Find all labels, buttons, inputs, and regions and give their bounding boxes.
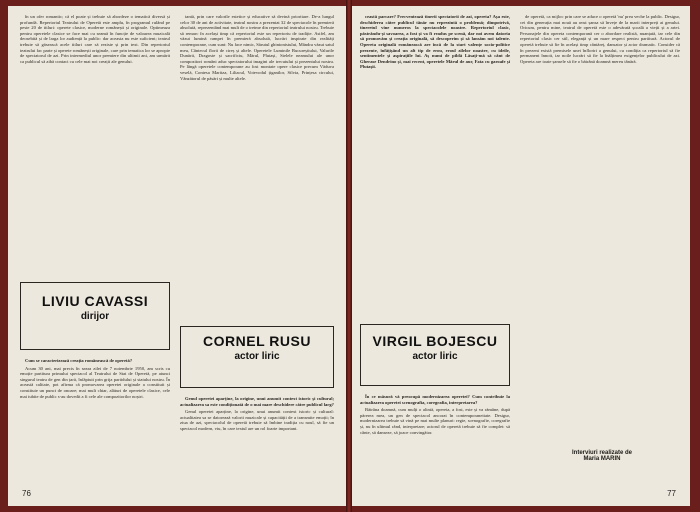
right-column-1 (360, 14, 510, 314)
left-column-1 (20, 14, 170, 264)
interview-3-body (360, 394, 510, 494)
page-number-right: 77 (667, 489, 676, 498)
interviewee-role-3: actor liric (412, 351, 458, 362)
right-column-1-text: ceastă parcare? Frecventează tinerii spectatorii de azi, opereta? Așa este, deschiderea către publicul tânăr nu reprezintă o problemă; dimpotrivă, tineretul vine numeros la spectacolele noastre. Repertoriul clasic, păstrându-și savoarea, a fost și va fi readus pe scenă, dar noi avem datoria să promovăm și creația originală, să descoperim și să lansăm noi talente. Opereta originală românească are încă de la start valențe socio-politice prezente, înfățișând un alt tip de erou, eroul zilelor noastre, cu ideile, sentimentele și aspirațiile lui. Aș numi de pildă Lăsați-mă să cânt de Gherase Dendrino și, mai recent, operetele Mărul de aur, Fata cu garoafe și Plutașii. (360, 14, 510, 70)
interviewee-box-2 (180, 326, 334, 388)
interview-1-body (20, 358, 170, 488)
left-page (8, 6, 346, 506)
interviewee-role-1: dirijor (80, 311, 110, 322)
interviewee-name-3: VIRGIL BOJESCU (372, 333, 498, 349)
interview-1-answer: Acum 30 ani, mai precis în seara zilei de 7 noiembrie 1950, am scris cu emoție partitura primului spectacol al Teatrului de Stat de Operetă, pe atunci singurul teatru de gen din țară, înfăptuit prin grija partidului și statului nostru. În această calitate, pot afirma că promovarea operetei originale a constituit și constituie un punct de onoare; mai mult chiar, alături de operetele clasice, cele mai iubite de public s-au dovedit a fi cele ale compozitorilor noștri. (20, 365, 170, 399)
interview-2-question: Genul operetei aparține, la origine, unui anumit context istoric și cultural; actualizarea sa este condiționată de o mai mare deschidere către publicul larg? (180, 396, 334, 407)
page-number-left: 76 (22, 489, 31, 498)
interview-credits (542, 450, 662, 462)
interview-2-answer: Genul operetei aparține, la origine, unui anumit context istoric și cultural: actualitatea sa se datorează valorii muzicale și capacității de a transmite emoții; în ziua de azi, spectacolul de operetă trebuie să îmbine tradiția cu noul, să fie un spectacol modern, viu, în care textul are un rol foarte important. (180, 409, 334, 431)
left-column-2-text: tantă, prin care valorile estetice și educative să devină prioritare. De-a lungul celor 30 de ani de activitate, teatrul nostru a prezentat 32 de spectacole în premieră absolută, reprezentând mai mult de o treime din repertoriul teatrului nostru. Trebuie să remarc în același timp că repertoriul este un repertoriu de tradiție. Astfel, am văzut lumină rampei în premieră absolută, lucrări inspirate din realități contemporane, cum sunt: Nu face nimic, Sărutul ghinionistului, Mândra văzut satul meu, Cântecul florii de cireș și altele. Operetele Luminile Bucureștiului, Valurile Dunării, Dragoste și sacrificiu, Mărul, Plutași, Stelele neamului ale unor compozitori români aduc spectatorului imagini ale trecutului și prezentului nostru. Pe lângă operetele contemporane au fost montate opere clasice precum Văduva veselă, Contesa Maritza, Liliacul, Voievodul țiganilor, Silvia, Prințesa circului, Vânzătorul de păsări și multe altele. (180, 14, 334, 81)
left-column-2 (180, 14, 334, 314)
credits-author: Maria MARIN (583, 456, 621, 462)
credits-line-1: Interviuri realizate de (571, 450, 633, 456)
interviewee-box-3 (360, 324, 510, 386)
interview-3-answer: Bătrâna doamnă, cum mulți o alintă, opereta, a fost, este și va rămâne, după părerea mea, un gen de spectacol ancorat în contemporaneitate. Desigur, modernizarea trebuie să vină pe mai multe planuri: regie, scenografie, coregrafie și, nu în ultimul rând, interpretare; actorul de operetă trebuie să fie complet: să cânte, să danseze, să joace convingător. (360, 407, 510, 435)
interviewee-role-2: actor liric (234, 351, 280, 362)
right-column-2 (520, 14, 680, 444)
interview-3-question: În ce măsură vă preocupă modernizarea operetei? Cum contribuie la actualizarea operetei scenografia, coregrafia, interpretarea? (360, 394, 510, 405)
right-column-2-text: de operetă, ca mijloc prin care se aduce o operetă 'nu' prea veche la public. Desigur, cei din generația mai nouă au avut șansa să învețe de la marii interpreți ai genului. Oricum, pentru mine, teatrul de operetă este o adevărată școală a vieții și a artei. Personajele din opereta contemporană cer o abordare realistă, nuanțată, iar cele din repertoriul clasic cer stil, eleganță și un mare respect pentru partitură. Actorul de operetă trebuie să fie în același timp cântăreț, dansator și actor dramatic. Consider că în prezent există premisele unei înfloriri a genului, cu condiția ca repertoriul să fie permanent înnoit, iar noile lucrări să fie la înălțimea exigențelor publicului de azi. Opereta are toate șansele să fie o bătrână doamnă mereu tânără. (520, 14, 680, 64)
interviewee-name-1: LIVIU CAVASSI (41, 293, 149, 309)
interviewee-name-2: CORNEL RUSU (203, 333, 311, 349)
left-column-1-text: în un ofer romantic; că el poate și trebuie să abordeze o tematică diversă și profundă. Repertoriul Teatrului de Operetă este amplu, în programul rulând pe peste 20 de titluri: operete clasice, moderne românești și originale. Optimeaza pentru operetele clasice se face mai cu seamă în funcție de valoarea muzicală deosebită și de larga lor audiență la public: dar aceasta nu este suficient; teatrul trebuie să găsească acele titluri care să reziste și prin text. Din repertoriul teatrului fac parte și operete românești originale, care prin tematica lor se apropie de spectatorul de azi. Prin intermediul unor premiere din ultimii ani, am urmărit ca publicul să aibă contact cu cele mai noi creații ale genului. (20, 14, 170, 64)
interview-1-question: Cum se caracterizează creația românească de operetă? (25, 358, 133, 363)
interview-2-body (180, 396, 334, 491)
right-page (352, 6, 690, 506)
interviewee-box-1 (20, 282, 170, 350)
